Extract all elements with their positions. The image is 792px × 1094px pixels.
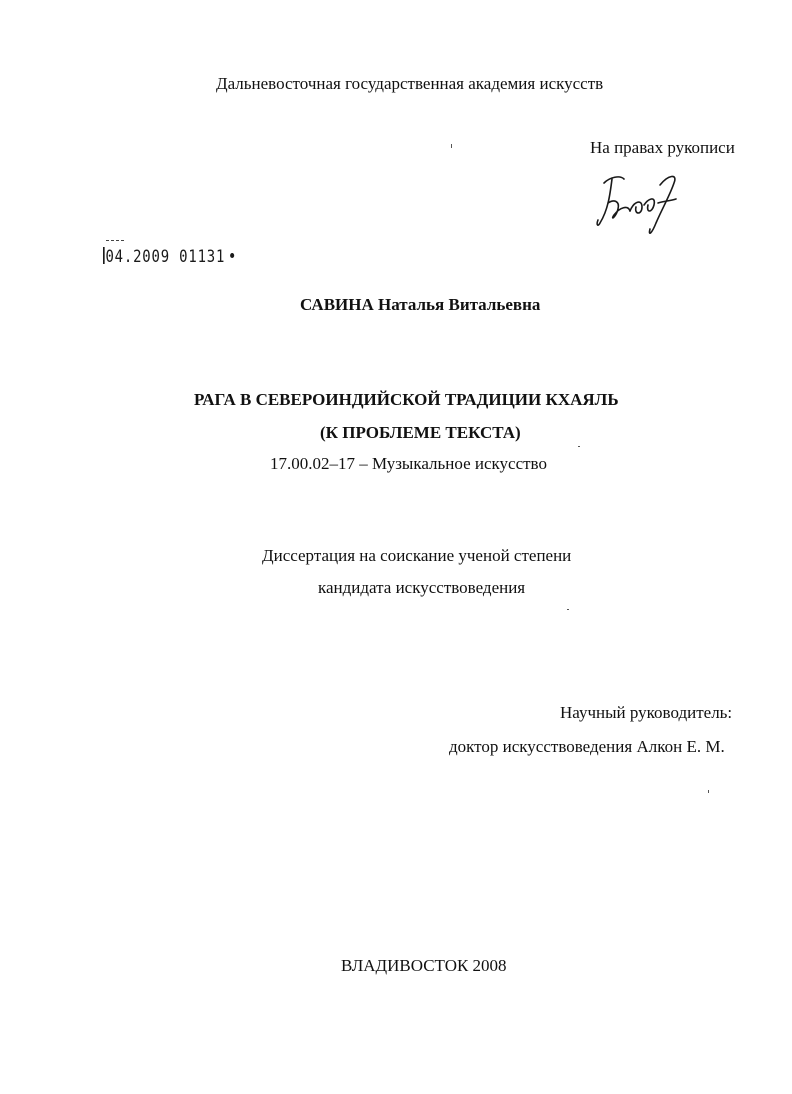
degree-statement-line-1: Диссертация на соискание ученой степени bbox=[262, 546, 572, 565]
stamp-dot bbox=[230, 253, 234, 258]
degree-statement-line-2: кандидата искусствоведения bbox=[318, 578, 526, 597]
scan-speck bbox=[451, 144, 452, 148]
thesis-title-line-2: (К ПРОБЛЕМЕ ТЕКСТА) bbox=[320, 423, 521, 442]
scan-speck bbox=[578, 446, 580, 447]
registration-number: 04.2009 01131 bbox=[105, 247, 226, 267]
handwritten-signature bbox=[590, 165, 690, 240]
thesis-title-line-1: РАГА В СЕВЕРОИНДИЙСКОЙ ТРАДИЦИИ КХАЯЛЬ bbox=[194, 390, 619, 409]
specialty-code: 17.00.02–17 – Музыкальное искусство bbox=[270, 454, 547, 473]
institution-name: Дальневосточная государственная академия искусств bbox=[216, 74, 604, 93]
advisor-label: Научный руководитель: bbox=[560, 703, 733, 722]
scan-speck bbox=[567, 609, 569, 610]
registration-stamp bbox=[103, 247, 234, 267]
city-and-year: ВЛАДИВОСТОК 2008 bbox=[341, 956, 507, 975]
scan-speck bbox=[708, 790, 709, 793]
manuscript-rights-note: На правах рукописи bbox=[590, 138, 735, 157]
advisor-name: доктор искусствоведения Алкон Е. М. bbox=[449, 737, 725, 756]
stamp-dash-marks bbox=[106, 240, 124, 241]
stamp-bar bbox=[103, 247, 105, 264]
author-name: САВИНА Наталья Витальевна bbox=[300, 295, 541, 314]
